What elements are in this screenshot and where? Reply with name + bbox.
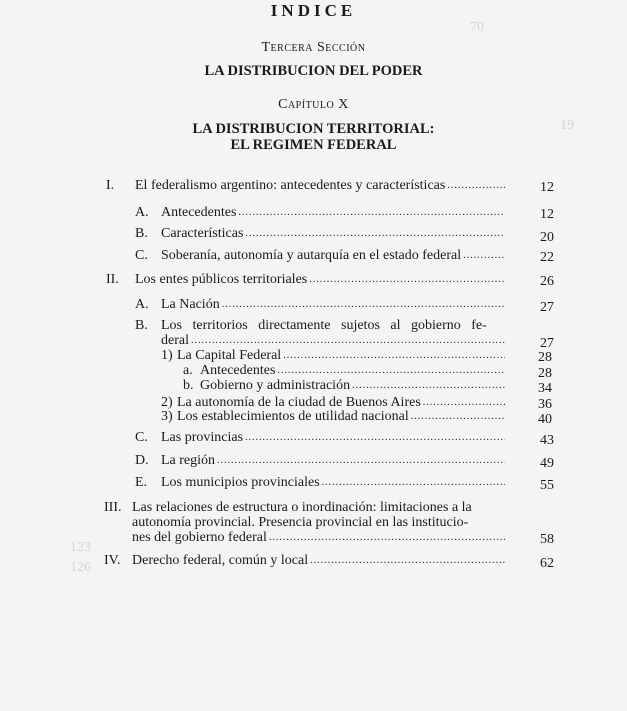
entry-number: E. [135, 475, 148, 490]
leader-dots [411, 409, 505, 424]
entry-text: La autonomía de la ciudad de Buenos Aires [177, 395, 421, 410]
entry-text: deral [161, 333, 189, 348]
page-number: 26 [540, 274, 554, 289]
toc-entry[interactable] [161, 297, 507, 312]
leader-dots [217, 453, 505, 468]
bleed-through-text: 70 [470, 20, 484, 35]
toc-entry[interactable] [135, 272, 507, 287]
entry-number: B. [135, 318, 148, 333]
entry-number: III. [104, 500, 122, 515]
page-number: 62 [540, 556, 554, 571]
entry-text: Los territorios directamente sujetos al gobierno fe- [161, 318, 487, 333]
leader-dots [245, 226, 505, 241]
toc-entry[interactable] [161, 248, 507, 263]
entry-text: Los entes públicos territoriales [135, 272, 308, 287]
leader-dots [245, 430, 505, 445]
toc-entry[interactable] [161, 475, 507, 490]
entry-text: Los establecimientos de utilidad nacional [177, 409, 409, 424]
bleed-through-text: 126 [70, 560, 91, 575]
section-label: Tercera Sección [261, 40, 366, 55]
toc-entry[interactable] [161, 453, 507, 468]
leader-dots [269, 530, 505, 545]
toc-entry[interactable] [132, 553, 507, 568]
entry-text: El federalismo argentino: antecedentes y características [135, 178, 446, 193]
leader-dots [309, 272, 505, 287]
toc-entry[interactable] [177, 348, 507, 363]
leader-dots [322, 475, 505, 490]
page-number: 55 [540, 478, 554, 493]
entry-number: C. [135, 248, 148, 263]
section-title: LA DISTRIBUCION DEL PODER [204, 63, 423, 79]
entry-text: Los municipios provinciales [161, 475, 320, 490]
entry-number: a. [183, 363, 193, 378]
page-number: 12 [540, 207, 554, 222]
page-number: 28 [538, 366, 552, 381]
entry-text: La región [161, 453, 216, 468]
page-number: 49 [540, 456, 554, 471]
entry-number: A. [135, 205, 149, 220]
leader-dots [352, 378, 505, 393]
leader-dots [283, 348, 505, 363]
index-title: INDICE [270, 1, 357, 20]
page-number: 43 [540, 433, 554, 448]
page-number: 36 [538, 397, 552, 412]
entry-number: B. [135, 226, 148, 241]
page-number: 22 [540, 250, 554, 265]
page-number: 28 [538, 350, 552, 365]
toc-entry[interactable] [161, 333, 507, 348]
entry-text: Las relaciones de estructura o inordinación: limitaciones a la [132, 500, 472, 515]
toc-entry[interactable] [177, 395, 507, 410]
leader-dots [238, 205, 505, 220]
entry-text: La Nación [161, 297, 220, 312]
page-number: 20 [540, 230, 554, 245]
entry-number: 3) [161, 409, 173, 424]
toc-entry[interactable] [161, 205, 507, 220]
entry-number: I. [106, 178, 115, 193]
toc-entry[interactable] [132, 530, 507, 545]
entry-text: Gobierno y administración [200, 378, 351, 393]
page-number: 58 [540, 532, 554, 547]
leader-dots [191, 333, 505, 348]
entry-text: Soberanía, autonomía y autarquía en el estado federal [161, 248, 462, 263]
leader-dots [447, 178, 505, 193]
leader-dots [463, 248, 505, 263]
page-number: 40 [538, 412, 552, 427]
entry-number: 1) [161, 348, 173, 363]
toc-entry[interactable] [135, 178, 507, 193]
entry-number: D. [135, 453, 149, 468]
entry-number: b. [183, 378, 194, 393]
entry-text: La Capital Federal [177, 348, 282, 363]
page-number: 12 [540, 180, 554, 195]
bleed-through-text: 19 [560, 118, 574, 133]
entry-text: nes del gobierno federal [132, 530, 267, 545]
bleed-through-text: 123 [70, 540, 91, 555]
entry-number: II. [106, 272, 119, 287]
page-number: 34 [538, 381, 552, 396]
entry-text: Las provincias [161, 430, 244, 445]
entry-text: Características [161, 226, 244, 241]
chapter-title-line: EL REGIMEN FEDERAL [230, 137, 397, 153]
leader-dots [310, 553, 505, 568]
toc-entry[interactable] [161, 226, 507, 241]
entry-number: A. [135, 297, 149, 312]
leader-dots [423, 395, 505, 410]
entry-number: C. [135, 430, 148, 445]
page-number: 27 [540, 300, 554, 315]
toc-entry[interactable] [200, 378, 507, 393]
entry-text: Antecedentes [161, 205, 237, 220]
chapter-label: Capítulo X [278, 97, 349, 112]
entry-text: Derecho federal, común y local [132, 553, 309, 568]
toc-entry[interactable] [200, 363, 507, 378]
page-number: 27 [540, 336, 554, 351]
toc-entry[interactable] [177, 409, 507, 424]
entry-number: IV. [104, 553, 121, 568]
leader-dots [222, 297, 505, 312]
entry-text: Antecedentes [200, 363, 276, 378]
chapter-title-line: LA DISTRIBUCION TERRITORIAL: [192, 121, 435, 137]
entry-number: 2) [161, 395, 173, 410]
leader-dots [277, 363, 505, 378]
toc-entry[interactable] [161, 430, 507, 445]
entry-text: autonomía provincial. Presencia provincial en las institucio- [132, 515, 469, 530]
